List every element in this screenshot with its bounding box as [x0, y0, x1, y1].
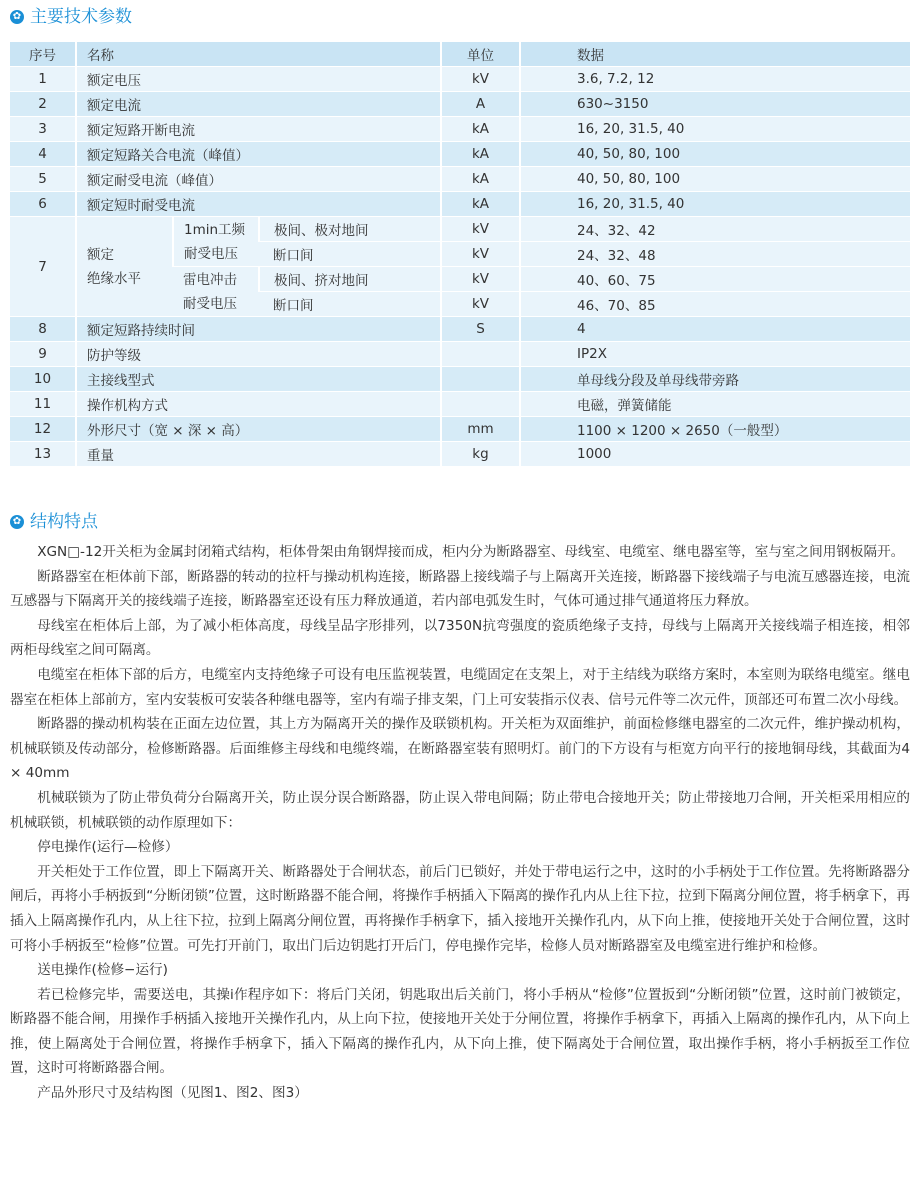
row-unit: kA — [441, 117, 520, 142]
row-value: 16, 20, 31.5, 40 — [520, 117, 910, 142]
row-value: 40、60、75 — [520, 267, 910, 292]
section-title-specs — [10, 6, 132, 28]
row-unit — [441, 367, 520, 392]
row-name: 防护等级 — [76, 342, 441, 367]
section-title-text: 结构特点 — [30, 512, 98, 532]
star-circle-icon: ✿ — [10, 10, 24, 24]
insulation-item-name: 极间、极对地间 — [259, 217, 441, 242]
row-name: 额定短路开断电流 — [76, 117, 441, 142]
row-value: 46、70、85 — [520, 292, 910, 317]
table-row — [10, 342, 910, 367]
group-label-line1: 雷电冲击 — [183, 271, 237, 288]
row-value: 1000 — [520, 442, 910, 467]
table-row — [10, 192, 910, 217]
row-value: 40, 50, 80, 100 — [520, 167, 910, 192]
spec-table — [10, 42, 910, 466]
table-row — [10, 392, 910, 417]
row-no: 3 — [10, 117, 76, 142]
insulation-name-line2: 绝缘水平 — [87, 270, 141, 287]
row-unit: mm — [441, 417, 520, 442]
paragraph: 断路器室在柜体前下部，断路器的转动的拉杆与操动机构连接，断路器上接线端子与上隔离开关连接，断路器下接线端子与电流互感器连接，电流互感器与下隔离开关的接线端子连接，断路器室还设有压力释放通道，若内部电弧发生时，气体可通过排气通道将压力释放。 — [10, 568, 910, 610]
row-value: 3.6, 7.2, 12 — [520, 67, 910, 92]
section-title-text: 主要技术参数 — [30, 7, 132, 27]
row-value: IP2X — [520, 342, 910, 367]
header-name: 名称 — [76, 42, 441, 67]
row-no: 1 — [10, 67, 76, 92]
row-no: 12 — [10, 417, 76, 442]
paragraph: 开关柜处于工作位置，即上下隔离开关、断路器处于合闸状态，前后门已锁好，并处于带电运行之中，这时的小手柄处于工作位置。先将断路器分闸后，再将小手柄扳到“分断闭锁”位置，这时断路器不能合闸，将操作手柄插入下隔离的操作孔内从上往下拉，拉到下隔离分闸位置，将手柄拿下，再插入上隔离操作孔内，从上往下拉，拉到上隔离分闸位置，再将操作手柄拿下，插入接地开关操作孔内，从下向上推，使接地开关处于合闸位置，这时可将小手柄扳至“检修”位置。可先打开前门，取出门后边钥匙打开后门，停电操作完毕，检修人员对断路器室及电缆室进行维护和检修。 — [10, 863, 910, 954]
row-value: 24、32、42 — [520, 217, 910, 242]
table-row — [10, 442, 910, 467]
row-name: 操作机构方式 — [76, 392, 441, 417]
insulation-item-name: 断口间 — [259, 292, 441, 317]
row-unit: kV — [441, 217, 520, 242]
row-name: 额定耐受电流（峰值） — [76, 167, 441, 192]
row-value: 40, 50, 80, 100 — [520, 142, 910, 167]
group-label-line2: 耐受电压 — [183, 295, 237, 312]
paragraph: 母线室在柜体后上部，为了减小柜体高度，母线呈品字形排列，以7350N抗弯强度的瓷质绝缘子支持，母线与上隔离开关接线端子相连接，相邻两柜母线室之间可隔离。 — [10, 617, 910, 659]
subheading: 停电操作(运行—检修） — [37, 839, 179, 856]
table-row — [10, 142, 910, 167]
table-row — [10, 117, 910, 142]
table-row — [10, 417, 910, 442]
row-unit — [441, 392, 520, 417]
row-unit: A — [441, 92, 520, 117]
row-name: 外形尺寸（宽 × 深 × 高） — [76, 417, 441, 442]
row-no: 5 — [10, 167, 76, 192]
row-unit: kA — [441, 192, 520, 217]
row-name: 额定短路关合电流（峰值） — [76, 142, 441, 167]
insulation-group-label — [173, 267, 259, 317]
table-row — [10, 317, 910, 342]
row-name: 主接线型式 — [76, 367, 441, 392]
row-value: 16, 20, 31.5, 40 — [520, 192, 910, 217]
row-no: 11 — [10, 392, 76, 417]
row-value: 1100 × 1200 × 2650（一般型） — [520, 417, 910, 442]
paragraph: 断路器的操动机构装在正面左边位置，其上方为隔离开关的操作及联锁机构。开关柜为双面维护，前面检修继电器室的二次元件，维护操动机构，机械联锁及传动部分，检修断路器。后面维修主母线和电缆终端，在断路器室装有照明灯。前门的下方设有与柜宽方向平行的接地铜母线，其截面为4 × 40mm — [10, 716, 910, 782]
row-name: 额定电压 — [76, 67, 441, 92]
row-value: 单母线分段及单母线带旁路 — [520, 367, 910, 392]
table-row — [10, 167, 910, 192]
header-unit: 单位 — [441, 42, 520, 67]
row-value: 4 — [520, 317, 910, 342]
row-unit: kg — [441, 442, 520, 467]
table-row-insulation — [10, 217, 910, 242]
row-unit: kV — [441, 292, 520, 317]
section-title-structure — [10, 511, 98, 533]
row-unit: kV — [441, 67, 520, 92]
structure-description — [10, 540, 910, 1106]
table-header-row — [10, 42, 910, 67]
header-value: 数据 — [520, 42, 910, 67]
row-name: 额定短路持续时间 — [76, 317, 441, 342]
row-unit: kA — [441, 142, 520, 167]
row-no: 2 — [10, 92, 76, 117]
row-value: 电磁，弹簧储能 — [520, 392, 910, 417]
paragraph: XGN□-12开关柜为金属封闭箱式结构，柜体骨架由角钢焊接而成，柜内分为断路器室、母线室、电缆室、继电器室等，室与室之间用钢板隔开。 — [37, 544, 905, 560]
paragraph: 产品外形尺寸及结构图（见图1、图2、图3） — [37, 1085, 308, 1102]
row-no: 8 — [10, 317, 76, 342]
insulation-name-line1: 额定 — [87, 246, 114, 263]
row-no: 7 — [10, 217, 76, 317]
subheading: 送电操作(检修−运行) — [37, 962, 168, 979]
insulation-item-name: 断口间 — [259, 242, 441, 267]
row-no: 6 — [10, 192, 76, 217]
table-row — [10, 67, 910, 92]
row-no: 9 — [10, 342, 76, 367]
table-row — [10, 92, 910, 117]
insulation-item-name: 极间、挤对地间 — [259, 267, 441, 292]
insulation-group-label — [173, 217, 259, 267]
row-unit: kV — [441, 242, 520, 267]
row-no: 13 — [10, 442, 76, 467]
row-name: 额定短时耐受电流 — [76, 192, 441, 217]
paragraph: 若已检修完毕，需要送电，其操i作程序如下：将后门关闭，钥匙取出后关前门，将小手柄从“检修”位置扳到“分断闭锁”位置，这时前门被锁定，断路器不能合闸，用操作手柄插入接地开关操作孔内，从上向下拉，使接地开关处于分闸位置，将操作手柄拿下，再插入上隔离的操作孔内，从下向上推，使上隔离处于合闸位置，将操作手柄拿下，插入下隔离的操作孔内，从下向上推，使下隔离处于合闸位置，取出操作手柄，将小手柄扳至工作位置，这时可将断路器合闸。 — [10, 986, 910, 1077]
group-label-line1: 1min工频 — [184, 221, 246, 238]
star-circle-icon: ✿ — [10, 515, 24, 529]
row-name: 额定电流 — [76, 92, 441, 117]
row-unit: S — [441, 317, 520, 342]
row-no: 10 — [10, 367, 76, 392]
row-unit: kA — [441, 167, 520, 192]
row-value: 630~3150 — [520, 92, 910, 117]
group-label-line2: 耐受电压 — [184, 245, 238, 262]
header-no: 序号 — [10, 42, 76, 67]
paragraph: 电缆室在柜体下部的后方，电缆室内支持绝缘子可设有电压监视装置，电缆固定在支架上，对于主结线为联络方案时，本室则为联络电缆室。继电器室在柜体上部前方，室内安装板可安装各种继电器等，室内有端子排支架，门上可安装指示仪表、信号元件等二次元件，顶部还可布置二次小母线。 — [10, 666, 910, 708]
row-name: 重量 — [76, 442, 441, 467]
row-no: 4 — [10, 142, 76, 167]
row-value: 24、32、48 — [520, 242, 910, 267]
row-unit — [441, 342, 520, 367]
paragraph: 机械联锁为了防止带负荷分台隔离开关，防止误分误合断路器，防止误入带电间隔；防止带电合接地开关；防止带接地刀合闸，开关柜采用相应的机械联锁，机械联锁的动作原理如下： — [10, 789, 910, 831]
row-unit: kV — [441, 267, 520, 292]
insulation-name — [76, 217, 173, 317]
table-row — [10, 367, 910, 392]
